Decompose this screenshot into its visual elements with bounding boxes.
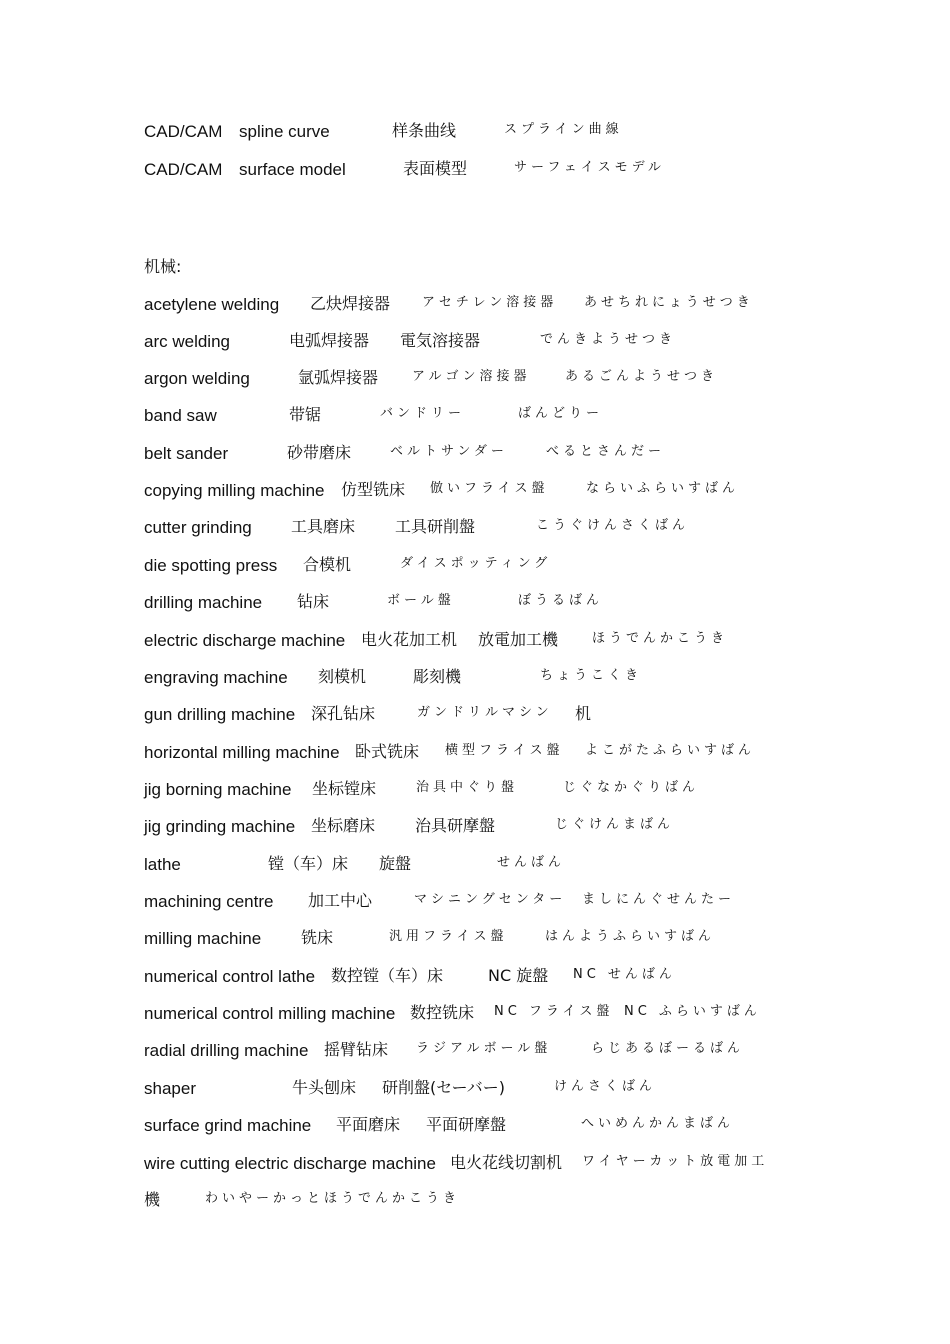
term-row: [0, 296, 950, 326]
term-chinese: 工具磨床: [291, 517, 356, 536]
term-chinese: 摇臂钻床: [324, 1040, 389, 1059]
term-chinese: 仿型铣床: [341, 480, 406, 499]
term-row: [0, 333, 950, 363]
term-chinese: 坐标镗床: [312, 779, 377, 798]
term-english: drilling machine: [144, 593, 263, 612]
term-english: cutter grinding: [144, 518, 252, 537]
term-kana: へいめんかんまばん: [581, 1116, 735, 1131]
term-japanese: バンドリー: [380, 406, 466, 421]
term-kana: べるとさんだー: [546, 444, 666, 459]
term-kana: こうぐけんさくばん: [536, 518, 690, 533]
term-row: [0, 781, 950, 811]
term-japanese: アセチレン溶接器: [422, 295, 558, 310]
term-kana: でんきようせつき: [540, 332, 677, 347]
term-row: [0, 1042, 950, 1072]
term-japanese: 治具中ぐり盤: [416, 780, 519, 795]
cad-term-row: [0, 161, 950, 191]
term-row: [0, 445, 950, 475]
term-japanese: 電気溶接器: [400, 331, 481, 350]
term-japanese: 治具研摩盤: [415, 816, 496, 835]
term-japanese: 研削盤(セーバー): [382, 1078, 506, 1097]
term-kana: せんばん: [497, 855, 566, 870]
term-japanese: 横型フライス盤: [445, 743, 564, 758]
term-row: [0, 482, 950, 512]
term-chinese: 合模机: [303, 555, 352, 574]
term-kana: ましにんぐせんたー: [582, 892, 736, 907]
term-kana: あるごんようせつき: [565, 369, 719, 384]
term-row: [0, 1155, 950, 1185]
term-row: [0, 893, 950, 923]
term-english: shaper: [144, 1079, 196, 1098]
term-row: [0, 557, 950, 587]
term-japanese: ワイヤーカット放電加工: [582, 1154, 769, 1169]
term-english: arc welding: [144, 332, 230, 351]
term-kana: あせちれにょうせつき: [584, 295, 754, 310]
term-kana: じぐなかぐりばん: [563, 780, 700, 795]
term-english: machining centre: [144, 892, 274, 911]
term-kana: 机: [575, 704, 592, 723]
term-japanese: ダイスポッティング: [400, 556, 552, 571]
term-english: wire cutting electric discharge machine: [144, 1154, 436, 1173]
term-japanese: マシニングセンター: [414, 892, 567, 907]
term-kana: ぼうるばん: [518, 593, 604, 608]
term-japanese: 倣いフライス盤: [430, 481, 549, 496]
term-english: surface grind machine: [144, 1116, 312, 1135]
term-row: [0, 744, 950, 774]
term-english: milling machine: [144, 929, 262, 948]
term-row: [0, 706, 950, 736]
term-row: [0, 856, 950, 886]
term-category: CAD/CAM: [144, 122, 223, 141]
term-chinese: 加工中心: [308, 891, 373, 910]
cad-term-row: [0, 123, 950, 153]
term-japanese: ガンドリルマシン: [417, 705, 553, 720]
term-english: numerical control milling machine: [144, 1004, 396, 1023]
term-chinese: 卧式铣床: [355, 742, 420, 761]
term-japanese: サーフェイスモデル: [514, 160, 665, 175]
term-chinese: 深孔钻床: [311, 704, 376, 723]
term-english: belt sander: [144, 444, 229, 463]
term-row: [0, 930, 950, 960]
term-row: [0, 1005, 950, 1035]
term-japanese-continuation: 機: [144, 1190, 161, 1209]
term-kana: ならいふらいすばん: [586, 481, 740, 496]
term-kana: じぐけんまばん: [555, 817, 675, 832]
section-heading: 机械:: [144, 257, 182, 276]
term-chinese: 乙炔焊接器: [310, 294, 391, 313]
term-row: [0, 968, 950, 998]
term-chinese: 电弧焊接器: [289, 331, 370, 350]
term-english: radial drilling machine: [144, 1041, 309, 1060]
term-row: [0, 632, 950, 662]
term-chinese: 坐标磨床: [311, 816, 376, 835]
term-english: electric discharge machine: [144, 631, 346, 650]
term-chinese: 刻模机: [318, 667, 367, 686]
term-row: [0, 519, 950, 549]
term-english: spline curve: [239, 122, 330, 141]
term-english: jig grinding machine: [144, 817, 296, 836]
term-chinese: 牛头刨床: [292, 1078, 357, 1097]
term-chinese: 表面模型: [403, 159, 468, 178]
term-japanese: 旋盤: [379, 854, 412, 873]
term-japanese: ボール盤: [387, 593, 455, 608]
term-english: lathe: [144, 855, 181, 874]
term-category: CAD/CAM: [144, 160, 223, 179]
term-english: argon welding: [144, 369, 250, 388]
term-row-continuation: [0, 1192, 950, 1222]
term-english: gun drilling machine: [144, 705, 296, 724]
term-japanese: 放電加工機: [478, 630, 559, 649]
term-japanese: 工具研削盤: [395, 517, 476, 536]
term-row: [0, 669, 950, 699]
term-kana: けんさくばん: [554, 1079, 657, 1094]
term-japanese: 汎用フライス盤: [389, 929, 508, 944]
term-english: jig borning machine: [144, 780, 292, 799]
term-japanese: 彫刻機: [413, 667, 462, 686]
term-row: [0, 1117, 950, 1147]
term-english: surface model: [239, 160, 346, 179]
term-chinese: 钻床: [297, 592, 330, 611]
term-english: band saw: [144, 406, 217, 425]
term-japanese: NC フライス盤: [494, 1004, 614, 1019]
term-kana: らじあるぼーるばん: [591, 1041, 745, 1056]
term-japanese: ラジアルボール盤: [416, 1041, 552, 1056]
term-kana: NC ふらいすばん: [624, 1004, 761, 1019]
term-english: acetylene welding: [144, 295, 280, 314]
term-chinese: 镗（车）床: [268, 854, 349, 873]
term-kana: ほうでんかこうき: [592, 631, 729, 646]
term-chinese: 氩弧焊接器: [298, 368, 379, 387]
term-japanese: ベルトサンダー: [390, 444, 508, 459]
term-english: horizontal milling machine: [144, 743, 340, 762]
section-heading-row: [0, 259, 950, 289]
term-chinese: 数控镗（车）床: [331, 966, 444, 985]
term-chinese: 铣床: [301, 928, 334, 947]
term-row: [0, 594, 950, 624]
term-row: [0, 407, 950, 437]
term-japanese: 平面研摩盤: [426, 1115, 507, 1134]
term-kana: NC せんばん: [573, 967, 676, 982]
term-chinese: 样条曲线: [392, 121, 457, 140]
term-row: [0, 370, 950, 400]
term-row: [0, 1080, 950, 1110]
term-kana: よこがたふらいすばん: [585, 743, 756, 758]
term-row: [0, 818, 950, 848]
term-kana: わいやーかっとほうでんかこうき: [205, 1191, 461, 1206]
term-chinese: 电火花线切割机: [450, 1153, 563, 1172]
term-japanese: NC 旋盤: [488, 966, 549, 985]
term-chinese: 电火花加工机: [361, 630, 458, 649]
term-japanese: スプライン曲線: [504, 122, 623, 137]
term-kana: ちょうこくき: [540, 668, 643, 683]
term-japanese: アルゴン溶接器: [412, 369, 531, 384]
term-kana: ばんどりー: [518, 406, 604, 421]
term-english: die spotting press: [144, 556, 278, 575]
term-english: copying milling machine: [144, 481, 325, 500]
term-english: numerical control lathe: [144, 967, 316, 986]
term-english: engraving machine: [144, 668, 288, 687]
term-kana: はんようふらいすばん: [545, 929, 716, 944]
term-chinese: 带锯: [289, 405, 322, 424]
term-chinese: 数控铣床: [410, 1003, 475, 1022]
term-chinese: 砂带磨床: [287, 443, 352, 462]
term-chinese: 平面磨床: [336, 1115, 401, 1134]
